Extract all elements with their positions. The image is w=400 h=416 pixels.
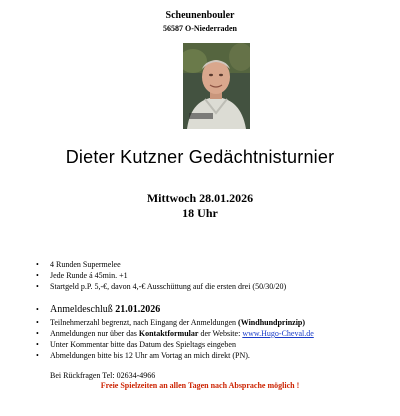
list-item: • Startgeld p.P. 5,-€, davon 4,-€ Ausschüttung auf die ersten drei (50/30/20) [36,282,287,291]
deadline-date: 21.01.2026 [115,304,161,315]
list-item: • 4 Runden Supermelee [36,260,121,269]
event-date: Mittwoch 28.01.2026 [146,191,254,205]
list-item: • Teilnehmerzahl begrenzt, nach Eingang der Anmeldungen (Windhundprinzip) [36,318,306,327]
bullet-icon: • [36,329,39,338]
portrait-photo [183,43,250,129]
bullet-icon: • [36,318,39,327]
bullet-icon: • [36,282,39,291]
bullet-icon: • [36,351,39,360]
bullet-icon: • [36,340,39,349]
bullet-icon: • [36,305,39,314]
bullet-icon: • [36,271,39,280]
event-time: 18 Uhr [182,206,218,220]
contact-phone: Bei Rückfragen Tel: 02634-4966 [50,371,156,380]
organizer-address: 56587 O-Niederraden [163,24,237,33]
website-link[interactable]: www.Hugo-Cheval.de [242,329,314,338]
list-item: • Unter Kommentar bitte das Datum des Spieltags eingeben [36,340,236,349]
list-item: • Jede Runde á 45min. +1 [36,271,128,280]
list-item: • Anmeldungen nur über das Kontaktformular der Website: www.Hugo-Cheval.de [36,329,314,338]
list-item: • Abmeldungen bitte bis 12 Uhr am Vortag an mich direkt (PN). [36,351,250,360]
list-item [36,302,314,317]
free-play-note: Freie Spielzeiten an allen Tagen nach Absprache möglich ! [100,381,300,390]
deadline-label: Anmeldeschluß [50,304,113,315]
tournament-title: Dieter Kutzner Gedächtnisturnier [65,147,335,167]
rules-list [36,259,286,292]
portrait-image [183,43,250,129]
organizer-name: Scheunenbouler [165,10,235,21]
bullet-icon: • [36,260,39,269]
registration-list [36,302,314,361]
